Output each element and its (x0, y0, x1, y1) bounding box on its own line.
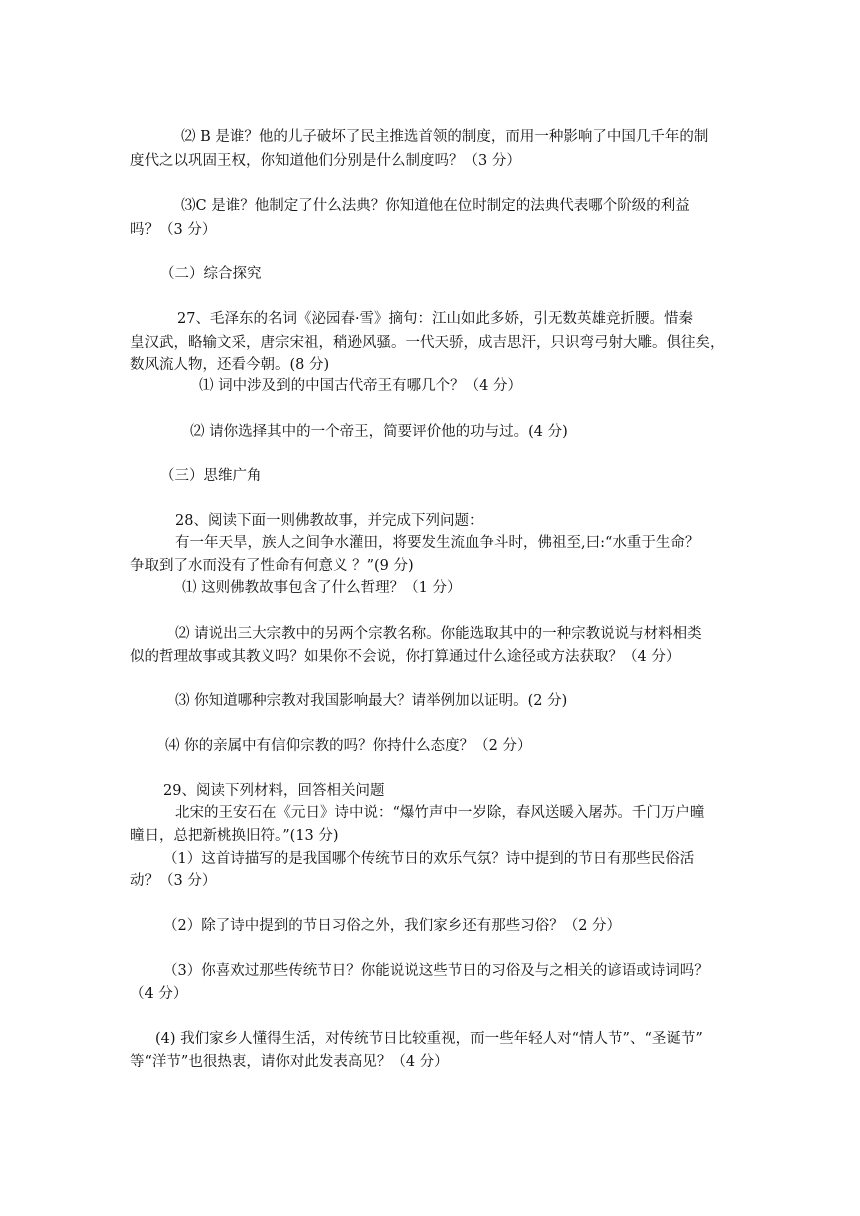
question-28-story-line-2: 争取到了水而没有了性命有何意义 ？”(9 分) (130, 558, 414, 574)
question-28-sub-2-line-2: 似的哲理故事或其教义吗？如果你不会说，你打算通过什么途径或方法获取？（4 分） (130, 649, 681, 665)
question-27-stem-line-3: 数风流人物，还看今朝。(8 分) (130, 357, 330, 373)
question-29-sub-4-line-1: (4) 我们家乡人懂得生活，对传统节日比较重视，而一些年轻人对“情人节”、“圣诞节” (155, 1031, 703, 1047)
question-28-sub-2-line-1: ⑵ 请说出三大宗教中的另两个宗教名称。你能选取其中的一种宗教说说与材料相类 (175, 626, 702, 642)
question-28-stem: 28、阅读下面一则佛教故事，并完成下列问题： (175, 513, 484, 529)
question-27-stem-line-1: 27、毛泽东的名词《泌园春·雪》摘句：江山如此多娇，引无数英雄竞折腰。惜秦 (177, 311, 694, 327)
question-26-2-line-1: ⑵ B 是谁？他的儿子破坏了民主推选首领的制度，而用一种影响了中国几千年的制 (181, 129, 709, 145)
section-heading-thinking: （三）思维广角 (160, 468, 262, 484)
question-29-sub-4-line-2: 等“洋节”也很热衷，请你对此发表高见？（4 分） (130, 1054, 449, 1070)
question-26-3-line-1: ⑶C 是谁？他制定了什么法典？你知道他在位时制定的法典代表哪个阶级的利益 (181, 198, 690, 214)
question-27-sub-1: ⑴ 词中涉及到的中国古代帝王有哪几个？（4 分） (199, 378, 522, 394)
question-28-sub-4: ⑷ 你的亲属中有信仰宗教的吗？你持什么态度？（2 分） (165, 738, 532, 754)
question-26-2-line-2: 度代之以巩固王权，你知道他们分别是什么制度吗？（3 分） (130, 153, 521, 169)
question-29-material-line-2: 曈日，总把新桃换旧符。”(13 分) (130, 828, 339, 844)
question-29-stem: 29、阅读下列材料，回答相关问题 (163, 783, 385, 799)
question-29-sub-3-line-1: （3）你喜欢过那些传统节日？你能说说这些节日的习俗及与之相关的谚语或诗词吗？ (163, 963, 709, 979)
question-27-sub-2: ⑵ 请你选择其中的一个帝王，简要评价他的功与过。(4 分) (190, 424, 568, 440)
question-29-sub-1-line-2: 动？（3 分） (130, 873, 217, 889)
section-heading-comprehensive-inquiry: （二）综合探究 (160, 266, 262, 282)
question-28-sub-1: ⑴ 这则佛教故事包含了什么哲理？（1 分） (182, 580, 462, 596)
question-29-sub-1-line-1: （1）这首诗描写的是我国哪个传统节日的欢乐气氛？诗中提到的节日有那些民俗活 (163, 851, 695, 867)
question-28-sub-3: ⑶ 你知道哪种宗教对我国影响最大？请举例加以证明。(2 分) (175, 693, 568, 709)
question-29-material-line-1: 北宋的王安石在《元日》诗中说：“爆竹声中一岁除，春风送暖入屠苏。千门万户曈 (175, 805, 705, 821)
question-29-sub-3-line-2: （4 分） (130, 986, 188, 1002)
question-29-sub-2: （2）除了诗中提到的节日习俗之外，我们家乡还有那些习俗？（2 分） (163, 918, 622, 934)
question-28-story-line-1: 有一年天旱，族人之间争水灌田，将要发生流血争斗时，佛祖至,曰:“水重于生命？ (175, 535, 700, 551)
question-26-3-line-2: 吗？（3 分） (130, 222, 217, 238)
question-27-stem-line-2: 皇汉武，略输文采，唐宗宋祖，稍逊风骚。一代天骄，成吉思汗，只识弯弓射大雕。俱往矣， (130, 335, 725, 351)
